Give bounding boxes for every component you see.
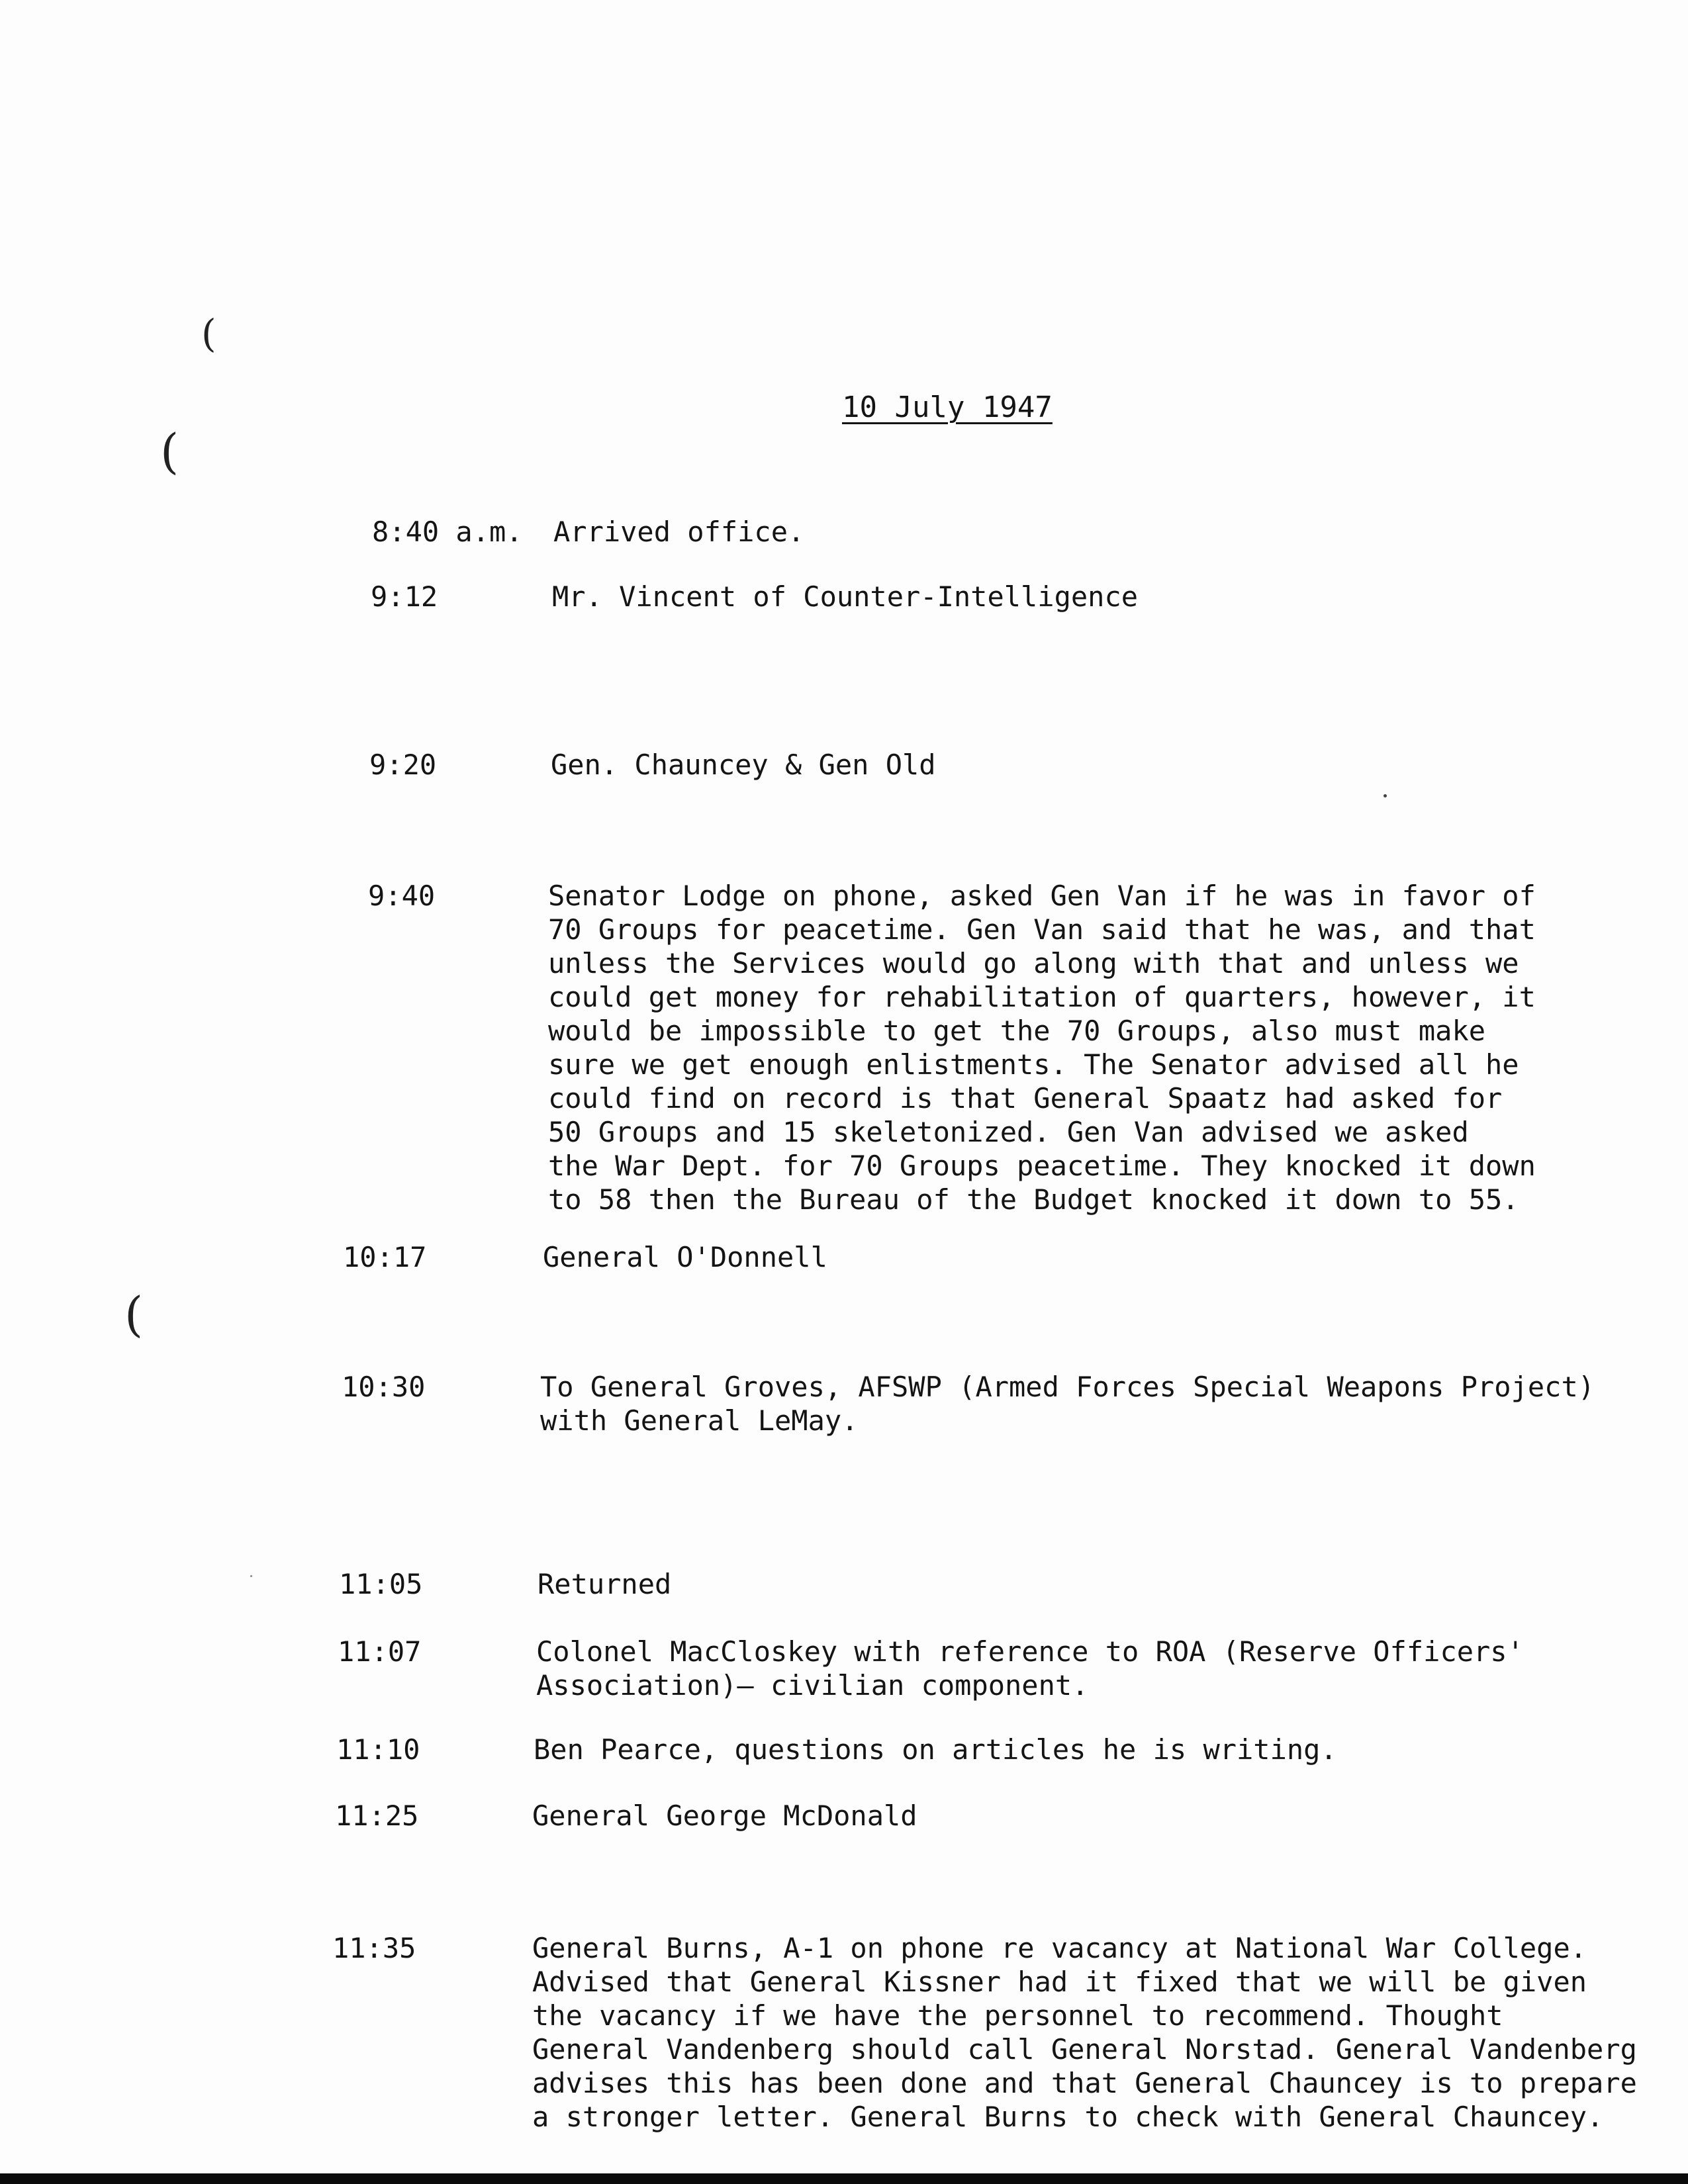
entry-line: Arrived office. — [553, 516, 805, 548]
entry-time: 8:40 a.m. — [372, 516, 523, 548]
entry-text — [540, 1370, 1595, 1437]
paper-speck — [250, 1575, 252, 1577]
entry-line: General Vandenberg should call General Norstad. General Vandenberg — [532, 2033, 1637, 2066]
entry-line: with General LeMay. — [540, 1404, 859, 1437]
entry-line: the vacancy if we have the personnel to recommend. Thought — [532, 1999, 1503, 2032]
entry-line: Colonel MacCloskey with reference to ROA (Reserve Officers' — [536, 1635, 1524, 1668]
entry-line: unless the Services would go along with that and unless we — [548, 947, 1519, 979]
entry-time: 9:12 — [371, 580, 438, 613]
entry-text — [536, 1635, 1524, 1702]
entry-line: Mr. Vincent of Counter-Intelligence — [552, 580, 1139, 613]
entry-time: 10:17 — [343, 1241, 427, 1273]
margin-mark: ( — [160, 424, 179, 479]
entry-line: Association)— civilian component. — [536, 1669, 1089, 1702]
entry-text — [534, 1733, 1337, 1766]
entry-line: General George McDonald — [532, 1799, 917, 1832]
entry-time: 11:07 — [338, 1635, 422, 1668]
entry-line: the War Dept. for 70 Groups peacetime. They knocked it down — [548, 1150, 1536, 1182]
entry-time: 9:40 — [368, 880, 436, 912]
entry-line: Ben Pearce, questions on articles he is writing. — [534, 1733, 1337, 1766]
entry-line: 50 Groups and 15 skeletonized. Gen Van advised we asked — [548, 1116, 1469, 1148]
entry-text — [553, 515, 804, 549]
entry-line: Gen. Chauncey & Gen Old — [551, 749, 936, 781]
entry-text — [532, 1931, 1637, 2134]
margin-mark: ( — [124, 1287, 144, 1342]
margin-mark: ( — [201, 311, 216, 356]
entry-text — [543, 1240, 827, 1274]
entry-time: 11:05 — [339, 1568, 423, 1600]
entry-text — [552, 580, 1138, 614]
entry-text — [551, 748, 936, 782]
entry-text — [532, 1799, 917, 1833]
paper-speck — [1383, 794, 1387, 797]
entry-time: 11:10 — [336, 1733, 420, 1766]
date-heading: 10 July 1947 — [842, 390, 1053, 424]
scan-bottom-edge — [0, 2173, 1688, 2184]
entry-line: To General Groves, AFSWP (Armed Forces Special Weapons Project) — [540, 1371, 1595, 1403]
entry-time: 9:20 — [369, 749, 437, 781]
entry-line: advises this has been done and that General Chauncey is to prepare — [532, 2067, 1637, 2099]
entry-line: General O'Donnell — [543, 1241, 827, 1273]
entry-line: Returned — [538, 1568, 672, 1600]
entry-line: to 58 then the Bureau of the Budget knocked it down to 55. — [548, 1183, 1519, 1216]
entry-text — [538, 1567, 671, 1601]
entry-line: a stronger letter. General Burns to check with General Chauncey. — [532, 2101, 1604, 2133]
entry-time: 11:25 — [335, 1799, 419, 1832]
entry-line: General Burns, A-1 on phone re vacancy at National War College. — [532, 1932, 1587, 1964]
entry-line: Advised that General Kissner had it fixed that we will be given — [532, 1966, 1587, 1998]
entry-line: would be impossible to get the 70 Groups, also must make — [548, 1015, 1486, 1047]
entry-line: 70 Groups for peacetime. Gen Van said that he was, and that — [548, 913, 1536, 946]
entry-line: could find on record is that General Spaatz had asked for — [548, 1082, 1503, 1115]
entry-line: sure we get enough enlistments. The Senator advised all he — [548, 1048, 1519, 1081]
entry-time: 10:30 — [342, 1371, 426, 1403]
entry-time: 11:35 — [332, 1932, 416, 1964]
entry-text — [548, 879, 1536, 1216]
entry-line: could get money for rehabilitation of quarters, however, it — [548, 981, 1536, 1013]
entry-line: Senator Lodge on phone, asked Gen Van if he was in favor of — [548, 880, 1536, 912]
